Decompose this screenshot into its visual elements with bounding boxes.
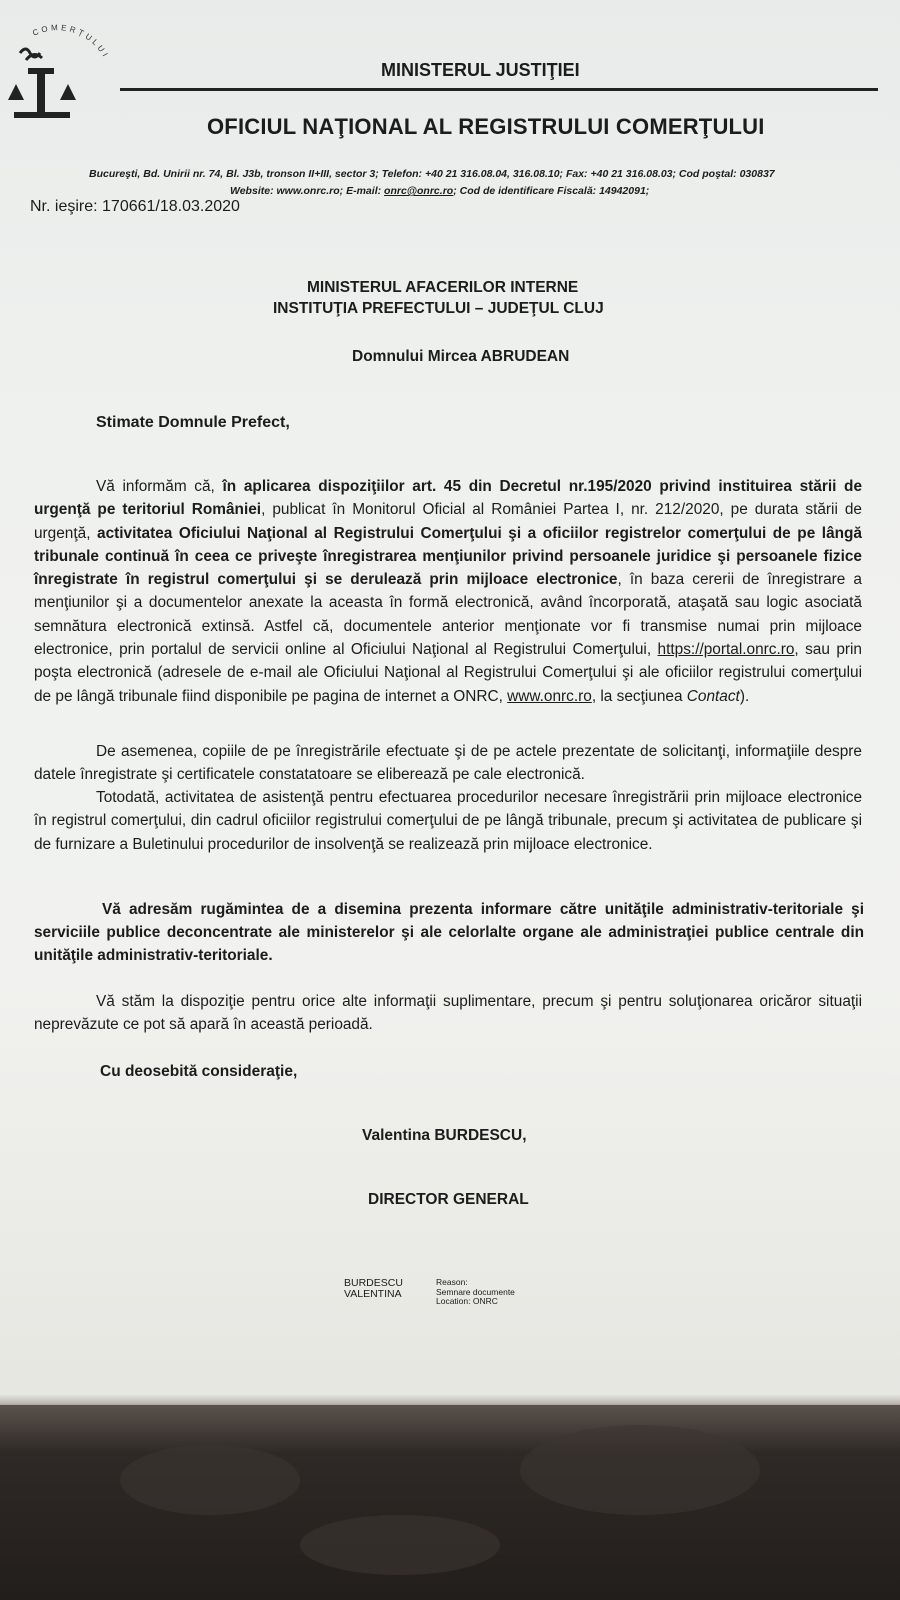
salutation: Stimate Domnule Prefect, [96, 414, 290, 431]
office-name: OFICIUL NAŢIONAL AL REGISTRULUI COMERŢULUI [207, 114, 765, 139]
email-link[interactable]: onrc@onrc.ro [384, 185, 454, 197]
signatory-name: Valentina BURDESCU, [362, 1127, 527, 1144]
address-line: Bucureşti, Bd. Unirii nr. 74, Bl. J3b, tronson II+III, sector 3; Telefon: +40 21 316.08.04, 316.08.10; Fax: +40 21 316.08.03; Cod poştal: 030837 [89, 168, 775, 180]
signatory-title: DIRECTOR GENERAL [368, 1191, 529, 1208]
fiscal-code: ; Cod de identificare Fiscală: 14942091; [453, 185, 650, 197]
website-link[interactable]: www.onrc.ro [507, 687, 592, 705]
website-prefix: Website: www.onrc.ro; E-mail: [230, 185, 385, 197]
closing-formula: Cu deosebită consideraţie, [100, 1063, 298, 1080]
background-surface [0, 1405, 900, 1600]
paragraph-request: Vă adresăm rugămintea de a disemina prezenta informare către unităţile administrativ-teritoriale şi serviciile publice deconcentrate ale ministerelor şi ale celorlalte organe ale administraţiei publice centrale din unităţile administrativ-teritoriale. [34, 901, 864, 964]
header-rule [120, 88, 878, 91]
svg-text:COMERȚULUI [31, 23, 111, 60]
onrc-logo [4, 8, 116, 122]
paragraph-availability: Vă stăm la dispoziţie pentru orice alte informaţii suplimentare, precum şi pentru soluţionarea oricăror situaţii neprevăzute ce pot să apară în această perioadă. [34, 993, 862, 1034]
logo-arc-text: COMERȚULUI [31, 23, 111, 61]
ministry-name: MINISTERUL JUSTIŢIEI [381, 60, 580, 80]
paragraph-copies: De asemenea, copiile de pe înregistrările efectuate şi de pe actele prezentate de solicitanţi, informaţiile despre datele înregistrate şi certificatele constatatoare se eliberează pe cale electronică. [34, 743, 862, 784]
digital-signature-name: BURDESCU VALENTINA [344, 1277, 403, 1300]
digital-signature-details: Reason: Semnare documente Location: ONRC [436, 1277, 515, 1306]
reference-number: Nr. ieşire: 170661/18.03.2020 [30, 198, 240, 215]
portal-link[interactable]: https://portal.onrc.ro [657, 641, 795, 659]
recipient-ministry: MINISTERUL AFACERILOR INTERNE [307, 279, 579, 296]
paragraph-main: Vă informăm că, în aplicarea dispoziţiilor art. 45 din Decretul nr.195/2020 privind instituirea stării de urgenţă pe teritoriul României, publicat în Monitorul Oficial al României Partea I, nr. 212/2020, pe durata stării de urgenţă, activitatea Oficiului Naţional al Registrului Comerţului şi a oficiilor registrelor comerţului de pe lângă tribunale continuă în ceea ce priveşte înregistrarea menţiunilor privind persoanele juridice şi persoanele fizice înregistrate în registrul comerţului şi se derulează prin mijloace electronice, în baza cererii de înregistrare a menţiunilor şi a documentelor anexate la aceasta în formă electronică, având încorporată, ataşată sau logic asociată semnătura electronică extinsă. Astfel că, documentele anterior menţionate vor fi transmise numai prin mijloace electronice, prin portalul de servicii online al Oficiului Naţional al Registrului Comerţului, https://portal.onrc.ro, sau prin poşta electronică (adresele de e-mail ale Oficiului Naţional al Registrului Comerţului şi ale oficiilor registrului comerţului de pe lângă tribunale fiind disponibile pe pagina de internet a ONRC, www.onrc.ro, la secţiunea Contact). [34, 478, 863, 705]
contact-line [230, 185, 649, 197]
recipient-institution: INSTITUŢIA PREFECTULUI – JUDEŢUL CLUJ [273, 300, 604, 317]
paragraph-assistance: Totodată, activitatea de asistenţă pentru efectuarea procedurilor necesare înregistrării prin mijloace electronice în registrul comerţului, din cadrul oficiilor registrului comerţului de pe lângă tribunale, precum şi activitatea de publicare şi de furnizare a Buletinului procedurilor de insolvenţă se realizează prin mijloace electronice. [34, 789, 862, 853]
recipient-person: Domnului Mircea ABRUDEAN [352, 348, 570, 365]
